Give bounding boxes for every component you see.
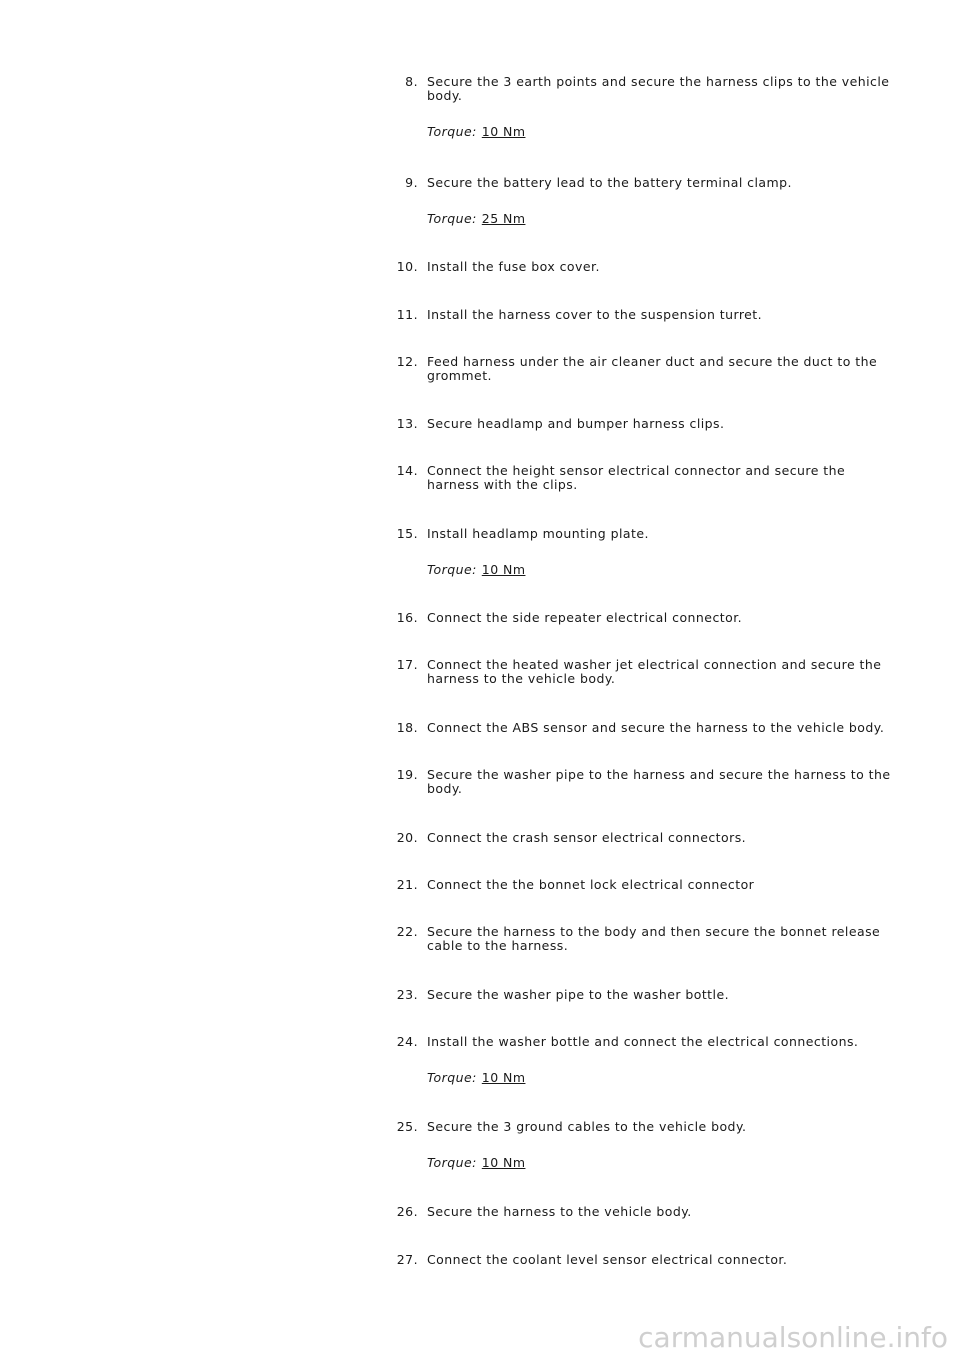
torque-spec [427,563,900,577]
step-number: 20. [396,830,418,845]
step-text: Connect the coolant level sensor electrical connector. [427,1252,788,1267]
step-23 [380,988,900,1002]
step-17 [380,658,900,686]
step-number: 24. [396,1034,418,1049]
step-number: 25. [396,1119,418,1134]
step-text: Connect the the bonnet lock electrical connector [427,877,755,892]
step-text: Connect the crash sensor electrical connectors. [427,830,747,845]
step-13 [380,417,900,431]
step-16 [380,611,900,625]
step-text: Connect the ABS sensor and secure the harness to the vehicle body. [427,720,885,735]
step-8 [380,75,900,139]
step-text: Secure the harness to the body and then secure the bonnet release cable to the harness. [427,924,881,953]
torque-spec [427,1156,900,1170]
step-text: Connect the height sensor electrical connector and secure the harness with the clips. [427,463,846,492]
step-number: 9. [405,175,418,190]
step-11 [380,308,900,322]
step-19 [380,768,900,796]
torque-spec [427,212,900,226]
step-27 [380,1253,900,1267]
torque-spec [427,1071,900,1085]
step-20 [380,831,900,845]
step-text: Install the harness cover to the suspension turret. [427,307,763,322]
step-text: Install the washer bottle and connect the electrical connections. [427,1034,859,1049]
torque-spec [427,125,900,139]
step-text: Secure the washer pipe to the washer bottle. [427,987,730,1002]
step-number: 16. [396,610,418,625]
step-number: 10. [396,259,418,274]
step-number: 12. [396,354,418,369]
step-text: Secure the harness to the vehicle body. [427,1204,692,1219]
step-number: 23. [396,987,418,1002]
step-text: Secure headlamp and bumper harness clips. [427,416,725,431]
step-18 [380,721,900,735]
step-12 [380,355,900,383]
torque-value-link[interactable]: 10 Nm [481,124,526,139]
step-text: Install the fuse box cover. [427,259,600,274]
torque-label: Torque: [427,1155,477,1170]
torque-value-link[interactable]: 10 Nm [481,1070,526,1085]
step-number: 18. [396,720,418,735]
torque-label: Torque: [427,124,477,139]
step-number: 26. [396,1204,418,1219]
step-text: Secure the 3 ground cables to the vehicle body. [427,1119,747,1134]
step-14 [380,464,900,492]
step-number: 13. [396,416,418,431]
torque-value-link[interactable]: 10 Nm [481,1155,526,1170]
step-text: Secure the washer pipe to the harness and secure the harness to the body. [427,767,891,796]
step-24 [380,1035,900,1085]
step-10 [380,260,900,274]
step-number: 11. [396,307,418,322]
step-text: Connect the side repeater electrical connector. [427,610,743,625]
torque-value-link[interactable]: 25 Nm [481,211,526,226]
watermark: carmanualsonline.info [638,1321,948,1354]
step-22 [380,925,900,953]
step-number: 22. [396,924,418,939]
step-9 [380,176,900,226]
torque-label: Torque: [427,1070,477,1085]
step-text: Connect the heated washer jet electrical connection and secure the harness to the vehicle body. [427,657,882,686]
torque-label: Torque: [427,562,477,577]
step-26 [380,1205,900,1219]
step-15 [380,527,900,577]
step-number: 21. [396,877,418,892]
step-number: 15. [396,526,418,541]
torque-label: Torque: [427,211,477,226]
step-21 [380,878,900,892]
step-number: 8. [405,74,418,89]
step-number: 19. [396,767,418,782]
step-number: 14. [396,463,418,478]
step-text: Install headlamp mounting plate. [427,526,649,541]
torque-value-link[interactable]: 10 Nm [481,562,526,577]
step-number: 17. [396,657,418,672]
step-number: 27. [396,1252,418,1267]
step-text: Secure the 3 earth points and secure the harness clips to the vehicle body. [427,74,890,103]
step-text: Feed harness under the air cleaner duct and secure the duct to the grommet. [427,354,878,383]
step-text: Secure the battery lead to the battery terminal clamp. [427,175,792,190]
step-25 [380,1120,900,1170]
